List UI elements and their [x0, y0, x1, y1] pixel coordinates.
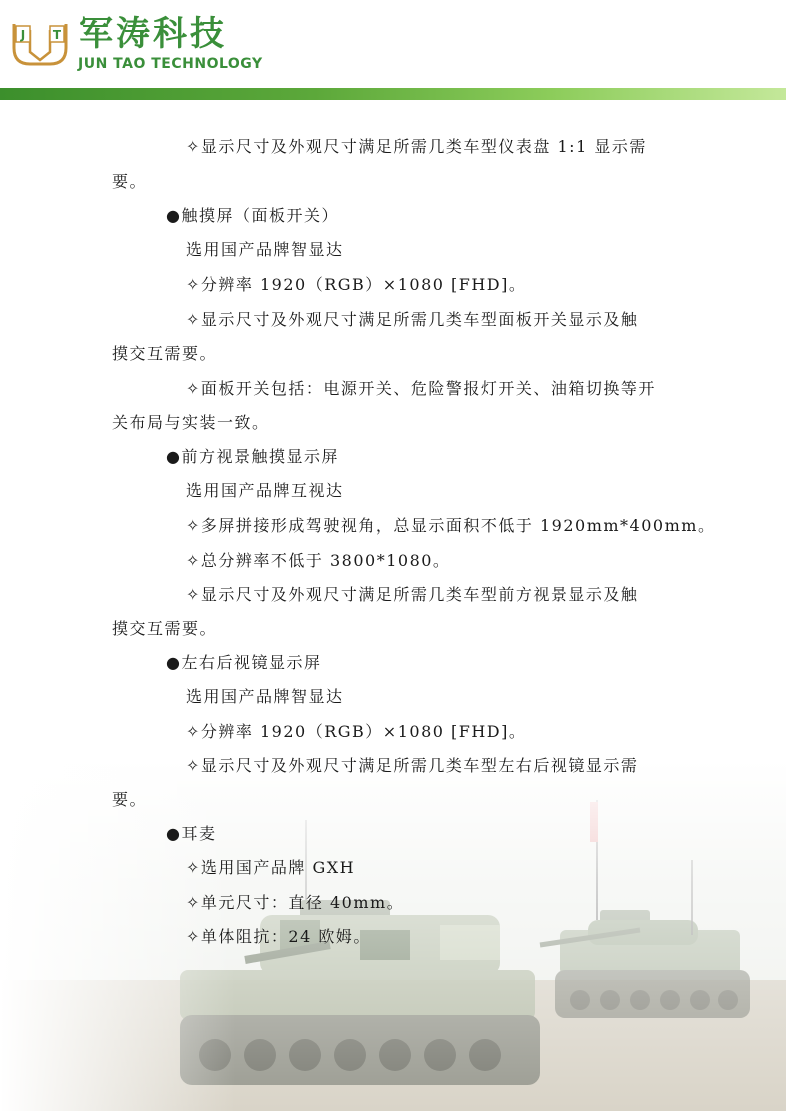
section-heading-mirror-display: ●左右后视镜显示屏 [166, 653, 322, 672]
section-heading-touchscreen: ●触摸屏（面板开关） [166, 206, 339, 225]
section-heading-front-view: ●前方视景触摸显示屏 [166, 447, 339, 466]
body-line: ✧总分辨率不低于 3800*1080。 [186, 551, 451, 570]
body-line: 选用国产品牌互视达 [186, 481, 344, 500]
body-line: 要。 [112, 790, 148, 809]
body-line: ✧单元尺寸：直径 40mm。 [186, 893, 405, 912]
section-heading-headset: ●耳麦 [166, 824, 217, 843]
body-line: ✧分辨率 1920（RGB）×1080 [FHD]。 [186, 722, 527, 741]
body-line: 摸交互需要。 [112, 344, 218, 363]
body-line: ✧显示尺寸及外观尺寸满足所需几类车型仪表盘 1:1 显示需 [186, 137, 647, 156]
body-line: 要。 [112, 172, 148, 191]
logo-letter-j: J [20, 28, 26, 42]
company-logo-icon [10, 18, 70, 70]
logo-letter-t: T [52, 28, 62, 42]
body-line: ✧面板开关包括：电源开关、危险警报灯开关、油箱切换等开 [186, 379, 656, 398]
body-line: ✧单体阻抗：24 欧姆。 [186, 927, 371, 946]
body-line: 关布局与实装一致。 [112, 413, 270, 432]
body-line: ✧显示尺寸及外观尺寸满足所需几类车型左右后视镜显示需 [186, 756, 639, 775]
body-line: 摸交互需要。 [112, 619, 218, 638]
body-line: 选用国产品牌智显达 [186, 687, 344, 706]
body-line: ✧分辨率 1920（RGB）×1080 [FHD]。 [186, 275, 527, 294]
body-line: 选用国产品牌智显达 [186, 240, 344, 259]
body-line: ✧显示尺寸及外观尺寸满足所需几类车型前方视景显示及触 [186, 585, 639, 604]
header-divider-bar [0, 88, 786, 100]
body-line: ✧显示尺寸及外观尺寸满足所需几类车型面板开关显示及触 [186, 310, 639, 329]
page-header [0, 0, 786, 100]
company-name-english: JUN TAO TECHNOLOGY [78, 56, 263, 72]
body-line: ✧多屏拼接形成驾驶视角，总显示面积不低于 1920mm*400mm。 [186, 516, 716, 535]
body-line: ✧选用国产品牌 GXH [186, 858, 356, 877]
company-name-chinese: 军涛科技 [79, 14, 227, 54]
